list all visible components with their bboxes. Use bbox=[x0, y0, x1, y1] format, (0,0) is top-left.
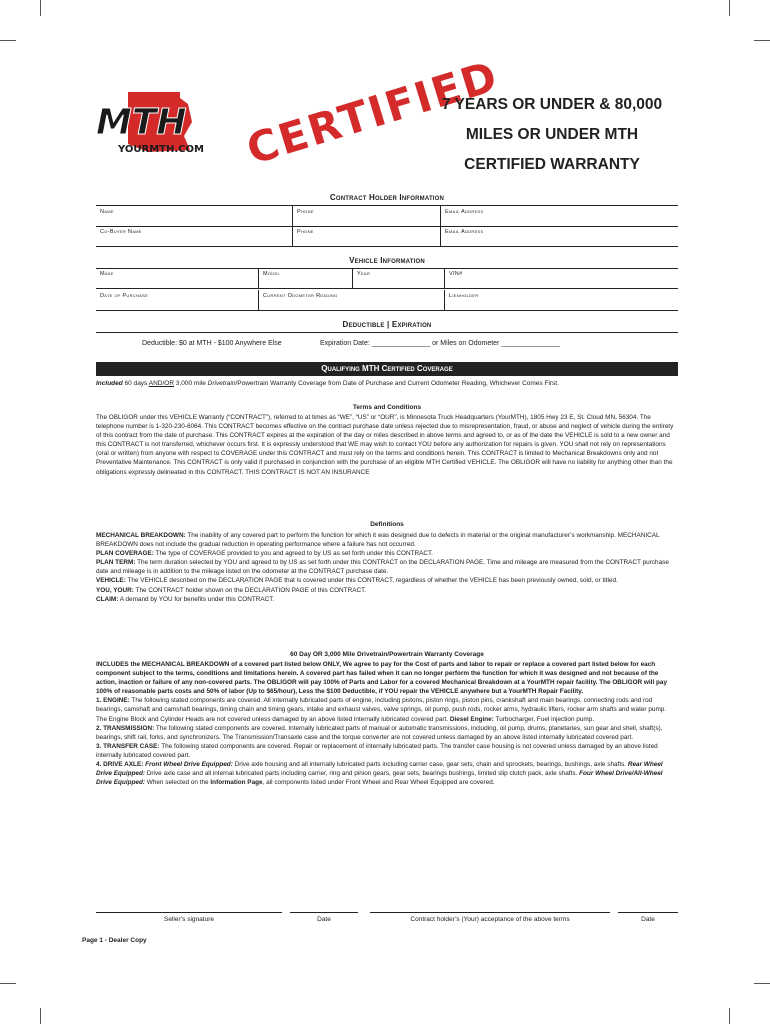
definition-item: YOU, YOUR: The CONTRACT holder shown on the DECLARATION PAGE of this CONTRACT. bbox=[96, 586, 367, 594]
definitions-list bbox=[96, 531, 678, 604]
lienholder-field[interactable]: Lienholder bbox=[444, 290, 678, 310]
definition-item: PLAN TERM: The term duration selected by YOU and agreed to by US as set forth under this CONTRACT on the DECLARATION PAGE. Time and mileage are measured from the CONTRACT purchase date and mileage is in addition to the mileage listed on the odometer at the CONTRACT purchase date. bbox=[96, 559, 669, 576]
logo-text: MTH bbox=[96, 102, 187, 143]
logo-subtext: YOURMTH.COM bbox=[118, 144, 204, 155]
cobuyer-phone-field[interactable]: Phone bbox=[292, 226, 440, 246]
crop-mark bbox=[0, 40, 16, 41]
vehicle-row bbox=[96, 268, 678, 289]
crop-mark bbox=[754, 40, 770, 41]
crop-mark bbox=[40, 0, 41, 16]
seller-signature-label: Seller’s signature bbox=[164, 916, 214, 923]
terms-heading: Terms and Conditions bbox=[352, 404, 422, 411]
crop-mark bbox=[729, 0, 730, 16]
title-line: MILES OR UNDER MTH bbox=[465, 126, 639, 143]
definition-item: PLAN COVERAGE: The type of COVERAGE provided to you and agreed to by US as set forth under this CONTRACT. bbox=[96, 550, 433, 558]
terms-body: The OBLIGOR under this VEHICLE Warranty (“CONTRACT”), referred to at times as “WE”, “US” or “OUR”, is Minnesota Truck Headquarters (YourMTH), 1805 Hwy 23 E, St. Cloud MN, 56304. The telephone number is 1-320-230-6064. This CONTRACT becomes effective on the contract purchase date unless rejected due to misrepresentation, fraud, or abuse and neglect of vehicle during the entirety of this contract from the date of purchase. This CONTRACT expires at the expiration of the day or miles described in above terms and agreed to, or as of the date the VEHICLE is sold to a new owner and this CONTRACT is not transferred, whichever occurs first. It is expressly understood that WE may wish to contact YOU before any authorization for repairs is given. YOU shall not rely on representations (oral or written) from anyone with respect to COVERAGE under this CONTRACT and must rely on the terms and conditions herein. This CONTRACT is limited to Mechanical Breakdowns only and not Preventative Maintenance. This CONTRACT is only valid if purchased in conjunction with the purchase of an eligible MTH Certified VEHICLE. The OBLIGOR will have no liability for anything other than the obligations expressly delineated in this CONTRACT. THIS CONTRACT IS NOT AN INSURANCE bbox=[96, 414, 674, 476]
odometer-field[interactable]: Current Odometer Reading bbox=[258, 290, 444, 310]
mth-logo bbox=[88, 92, 238, 162]
name-field[interactable]: Name bbox=[100, 209, 114, 215]
expiration-text: Expiration Date: _______________ or Miles on Odometer _______________ bbox=[320, 340, 560, 347]
coverage-transmission: 2. TRANSMISSION: The following stated components are covered. Internally lubricated parts of manual or automatic transmissions, including, oil pump, drums, planetaries, sun gear and shell, shaft(s), bearings, shift rail, forks, and synchronizers. The Transmission/Transaxle case and the torque converter are not covered unless damaged by an above listed internally lubricated covered part. bbox=[96, 724, 663, 741]
phone-field[interactable]: Phone bbox=[292, 206, 440, 226]
crop-mark bbox=[729, 1008, 730, 1024]
holder-date-line[interactable] bbox=[618, 912, 678, 914]
page-footer: Page 1 - Dealer Copy bbox=[82, 937, 147, 944]
holder-signature-label: Contract holder’s (Your) acceptance of the above terms bbox=[410, 916, 570, 923]
model-field[interactable]: Model bbox=[258, 268, 352, 288]
title-line: 7 YEARS OR UNDER & 80,000 bbox=[441, 96, 663, 113]
year-field[interactable]: Year bbox=[352, 268, 444, 288]
coverage-intro: INCLUDES the MECHANICAL BREAKDOWN of a covered part listed below ONLY, We agree to pay for the Cost of parts and labor to repair or replace a covered part listed below for each component subject to the terms, conditions and limitations herein. A covered part has failed when it can no longer perform the function for which it was designed and not because of the action, inaction or failure of any non-covered parts. The OBLIGOR will pay 100% of Parts and Labor for a covered Mechanical Breakdown at a YourMTH repair facility. The OBLIGOR will pay 100% of reasonable parts costs and 50% of labor (Up to $65/hour), Less the $100 Deductible, if YOU repair the VEHICLE anywhere but a YourMTH Repair Facility. bbox=[96, 661, 668, 696]
make-field[interactable]: Make bbox=[100, 271, 114, 277]
email-field[interactable]: Email Address bbox=[440, 206, 678, 226]
crop-mark bbox=[754, 983, 770, 984]
deductible-heading: Deductible | Expiration bbox=[96, 320, 678, 333]
cobuyer-email-field[interactable]: Email Address bbox=[440, 226, 678, 246]
seller-date-line[interactable] bbox=[290, 912, 358, 914]
seller-date-label: Date bbox=[317, 916, 331, 923]
definitions-heading: Definitions bbox=[370, 521, 404, 528]
deductible-text: Deductible: $0 at MTH - $100 Anywhere Else bbox=[142, 340, 282, 347]
cobuyer-name-field[interactable]: Co-Buyer Name bbox=[100, 229, 142, 235]
contract-holder-heading: Contract Holder Information bbox=[96, 193, 678, 206]
vehicle-heading: Vehicle Information bbox=[96, 256, 678, 269]
page-title bbox=[420, 90, 684, 180]
holder-date-label: Date bbox=[641, 916, 655, 923]
crop-mark bbox=[40, 1008, 41, 1024]
coverage-drive-axle: 4. DRIVE AXLE: Front Wheel Drive Equipped: Drive axle housing and all internally lubricated parts including carrier case, gear sets, chain and sprockets, bearings, bushings, axle shafts. Rear Wheel Drive Equipped: Drive axle case and all internal lubricated parts including carrier, ring and pinion gears, gear sets, bearings bushings, limited slip clutch pack, axle shafts. Four Wheel Drive/All-Wheel Drive Equipped: When selected on the Information Page, all components listed under Front Wheel and Rear Wheel Equipped are covered. bbox=[96, 761, 663, 787]
definition-item: CLAIM: A demand by YOU for benefits under this CONTRACT. bbox=[96, 595, 275, 603]
definition-item: VEHICLE: The VEHICLE described on the DECLARATION PAGE that is covered under this CONTRACT, regardless of whether the VEHICLE has been previously owned, sold, or titled. bbox=[96, 577, 618, 585]
qualifying-heading: Qualifying MTH Certified Coverage bbox=[96, 362, 678, 376]
contract-holder-row bbox=[96, 206, 678, 227]
purchase-row bbox=[96, 290, 678, 311]
coverage-body bbox=[96, 660, 678, 787]
definition-item: MECHANICAL BREAKDOWN: The inability of any covered part to perform the function for which it was designed due to defects in material or the original manufacturer’s workmanship. MECHANICAL BREAKDOWN does not include the gradual reduction in operating performance where a failure has not occurred. bbox=[96, 532, 660, 549]
purchase-date-field[interactable]: Date of Purchase bbox=[100, 293, 149, 299]
cobuyer-row bbox=[96, 226, 678, 247]
holder-signature-line[interactable] bbox=[370, 912, 610, 914]
coverage-heading: 60 Day OR 3,000 Mile Drivetrain/Powertrain Warranty Coverage bbox=[290, 651, 484, 658]
crop-mark bbox=[0, 983, 16, 984]
vin-field[interactable]: VIN# bbox=[444, 268, 678, 288]
certified-stamp: CERTIFIED bbox=[241, 51, 505, 175]
qualifying-line: Included 60 days AND/OR 3,000 mile Drivetrain/Powertrain Warranty Coverage from Date of Purchase and Current Odometer Reading, Whichever Comes First. bbox=[96, 380, 559, 387]
coverage-engine: 1. ENGINE: The following stated components are covered. All internally lubricated parts of engine, including pistons, piston rings, piston pins, crankshaft and main bearings, connecting rods and rod bearings, camshaft and camshaft bearings, timing chain and timing gears, intake and exhaust valves, valve springs, oil pump, push rods, rocker arms, hydraulic lifters, rocker arm shafts and water pump. The Engine Block and Cylinder Heads are not covered unless damaged by an above listed internally lubricated covered part. Diesel Engine: Turbocharger, Fuel injection pump. bbox=[96, 697, 667, 723]
title-line: CERTIFIED WARRANTY bbox=[464, 156, 640, 173]
seller-signature-line[interactable] bbox=[96, 912, 282, 914]
coverage-transfer-case: 3. TRANSFER CASE: The following stated components are covered. Repair or replacement of internally lubricated parts. The transfer case housing is not covered unless damaged by an above listed internally lubricated covered part. bbox=[96, 742, 658, 759]
